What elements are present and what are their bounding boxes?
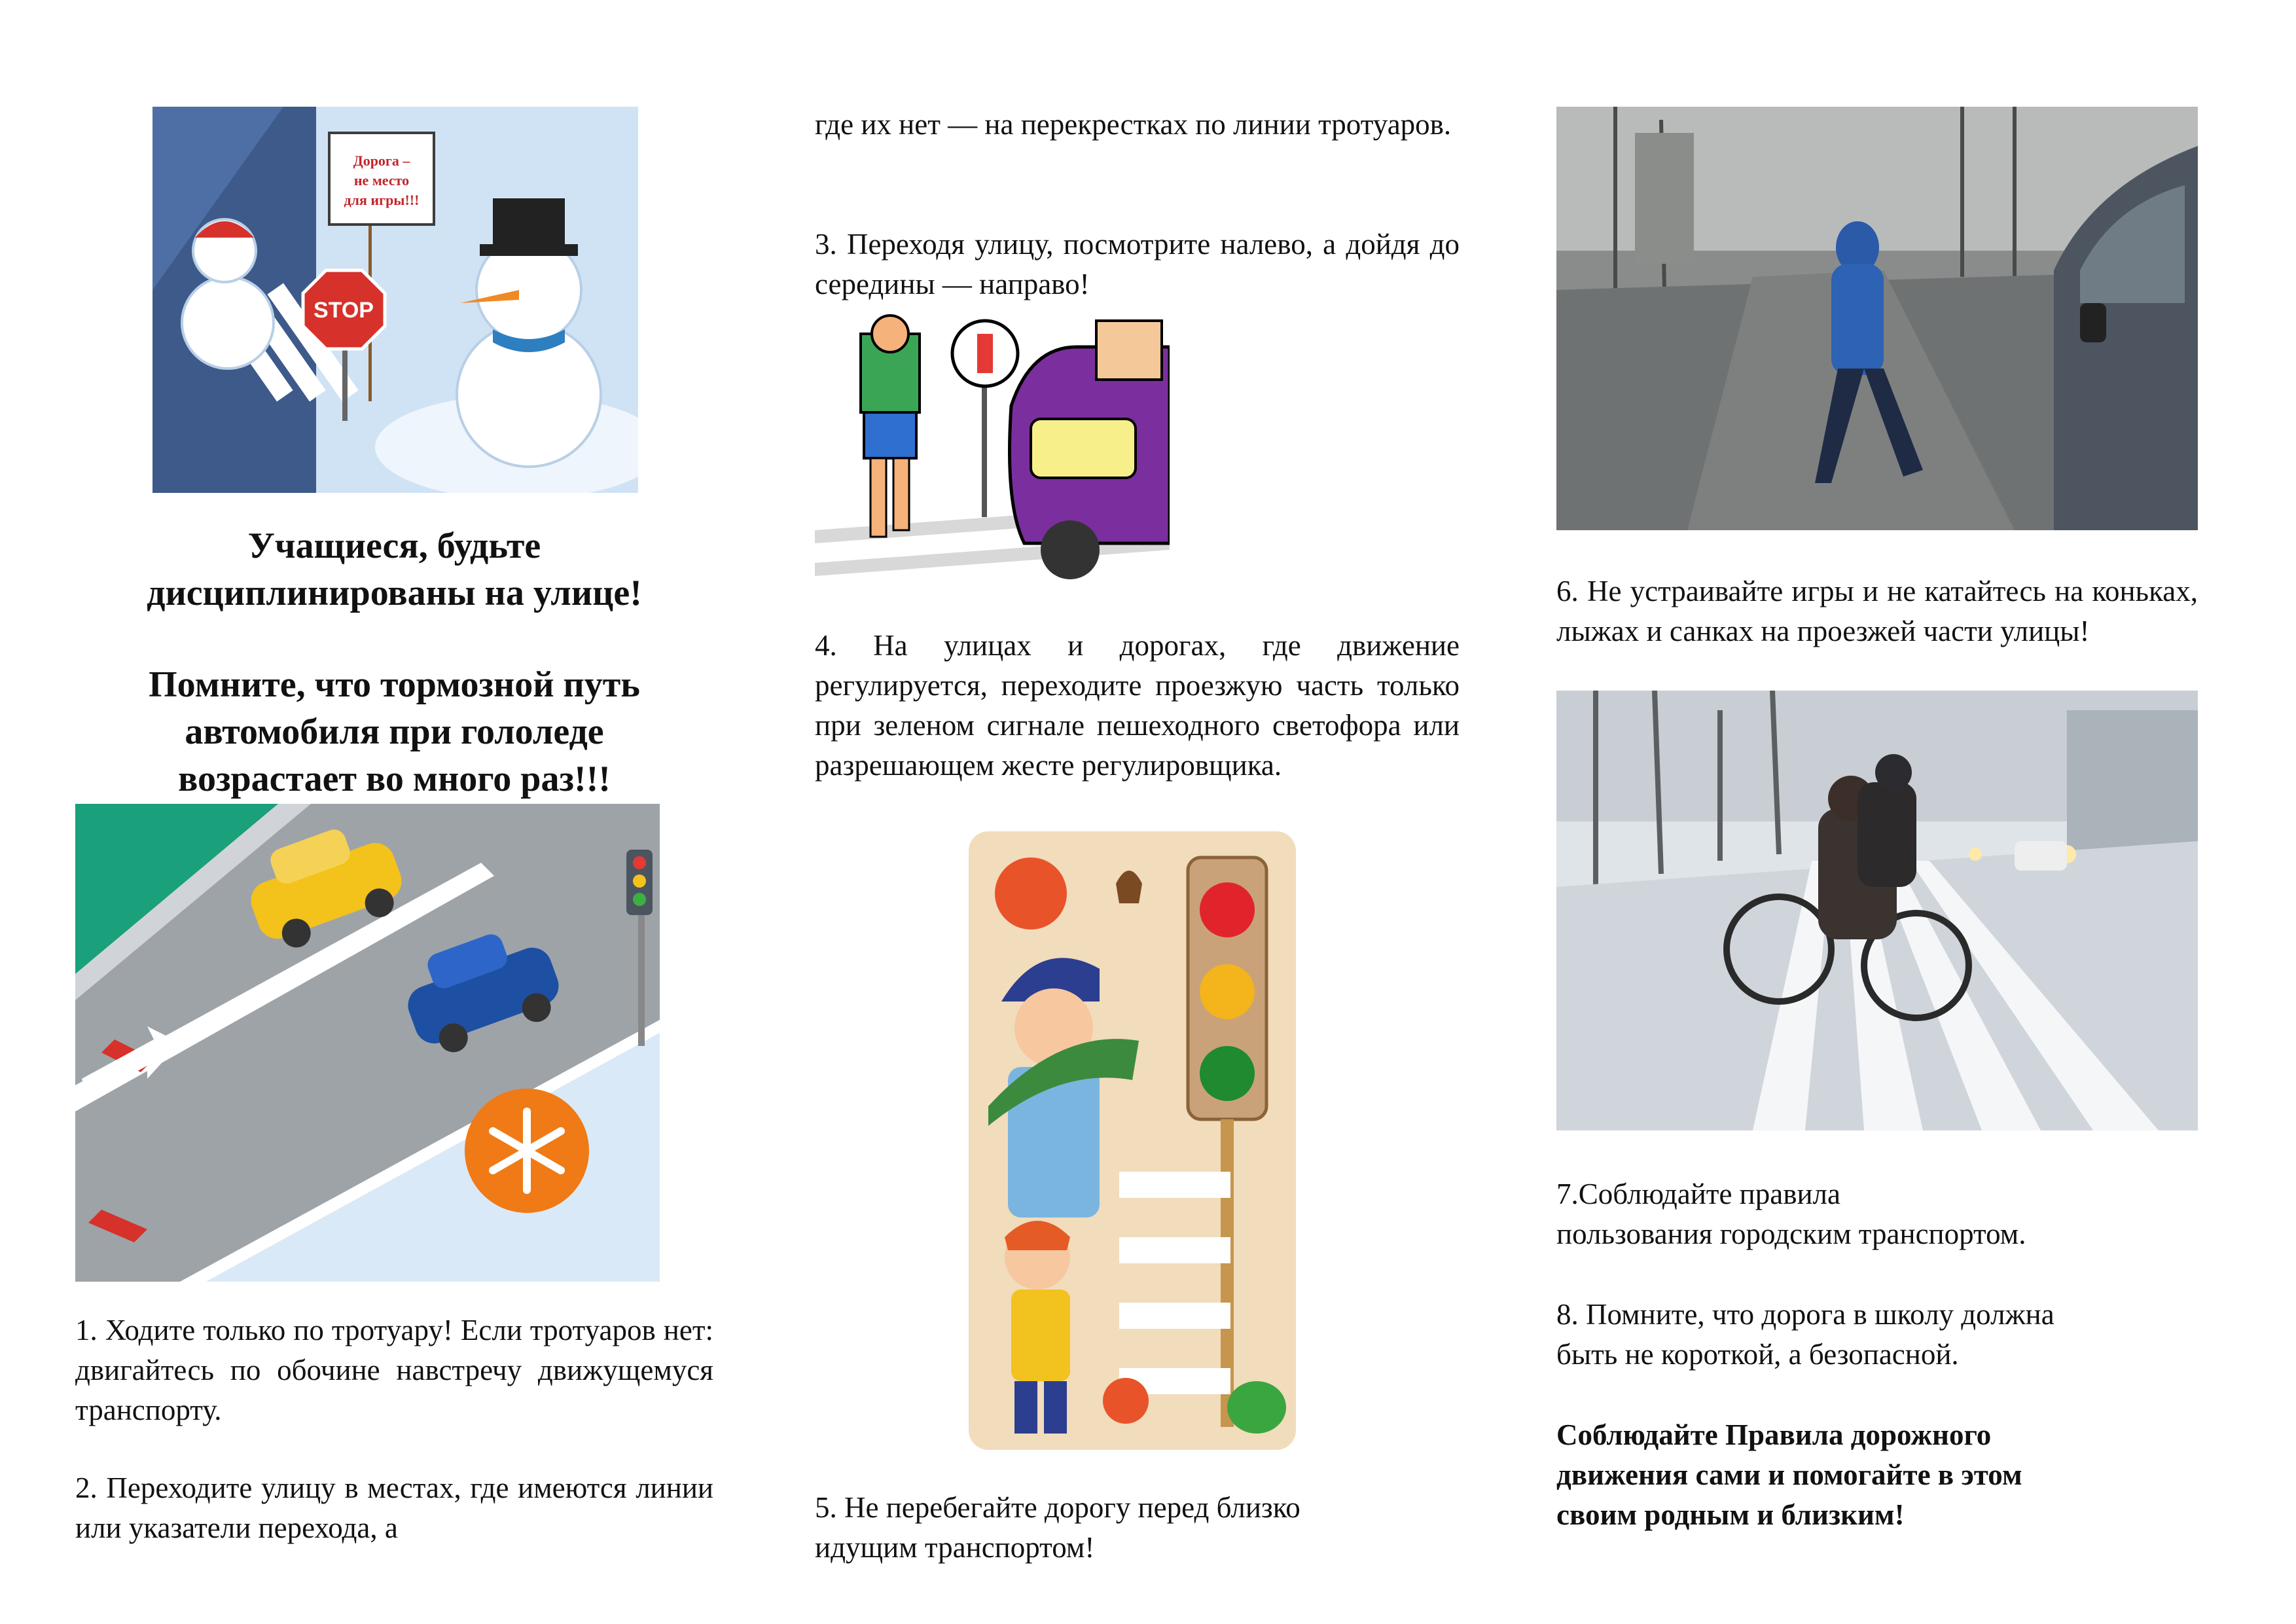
rule-8-line-1: 8. Помните, что дорога в школу должна: [1556, 1298, 2054, 1331]
headline-braking-line-1: Помните, что тормозной путь: [149, 664, 640, 705]
rule-3: 3. Переходя улицу, посмотрите налево, а дойдя до середины — направо!: [815, 228, 1460, 300]
headline-discipline-line-2: дисциплинированы на улице!: [147, 573, 642, 613]
snowman-illustration: [152, 107, 638, 493]
rule-1: 1. Ходите только по тротуару! Если тротуаров нет: двигайтесь по обочине навстречу движущемуся транспорту.: [75, 1314, 713, 1426]
stop-sign-text: STOP: [314, 298, 374, 323]
rule-7: [1556, 1174, 2198, 1254]
headline-discipline-line-1: Учащиеся, будьте: [247, 526, 541, 566]
rule-2-continued: где их нет — на перекрестках по линии тротуаров.: [815, 108, 1452, 141]
headline-braking: [75, 661, 713, 803]
rule-2: 2. Переходите улицу в местах, где имеются линии или указатели перехода, а: [75, 1471, 713, 1544]
headline-braking-line-2: автомобиля при гололеде: [185, 712, 604, 752]
closing-line-3: своим родным и близким!: [1556, 1498, 1905, 1531]
icy-road-illustration: [75, 804, 660, 1282]
pedestrian-photo: [1556, 107, 2198, 530]
sign-line-1: Дорога –: [353, 153, 410, 169]
headline-braking-line-3: возрастает во много раз!!!: [178, 759, 611, 799]
rule-6: 6. Не устраивайте игры и не катайтесь на коньках, лыжах и санках на проезжей части улицы!: [1556, 575, 2198, 647]
rule-8: [1556, 1295, 2198, 1375]
rule-5-line-2: идущим транспортом!: [815, 1531, 1095, 1564]
boy-reading-illustration: [815, 308, 1170, 588]
closing-line-2: движения сами и помогайте в этом: [1556, 1458, 2022, 1491]
closing-line-1: Соблюдайте Правила дорожного: [1556, 1418, 1992, 1451]
rule-8-line-2: быть не короткой, а безопасной.: [1556, 1338, 1959, 1371]
sign-line-3: для игры!!!: [344, 192, 420, 208]
rule-5-line-1: 5. Не перебегайте дорогу перед близко: [815, 1491, 1300, 1524]
closing-appeal: [1556, 1415, 2198, 1535]
rule-7-line-1: 7.Соблюдайте правила: [1556, 1178, 1840, 1210]
rule-7-line-2: пользования городским транспортом.: [1556, 1218, 2026, 1250]
traffic-puzzle-illustration: [969, 831, 1296, 1450]
sign-line-2: не место: [353, 172, 410, 189]
headline-discipline: [75, 522, 713, 617]
snowy-bicycle-photo: [1556, 691, 2198, 1130]
rule-4: 4. На улицах и дорогах, где движение регулируется, переходите проезжую часть только при зеленом сигнале пешеходного светофора или разрешающем жесте регулировщика.: [815, 629, 1460, 782]
rule-5: [815, 1488, 1460, 1568]
